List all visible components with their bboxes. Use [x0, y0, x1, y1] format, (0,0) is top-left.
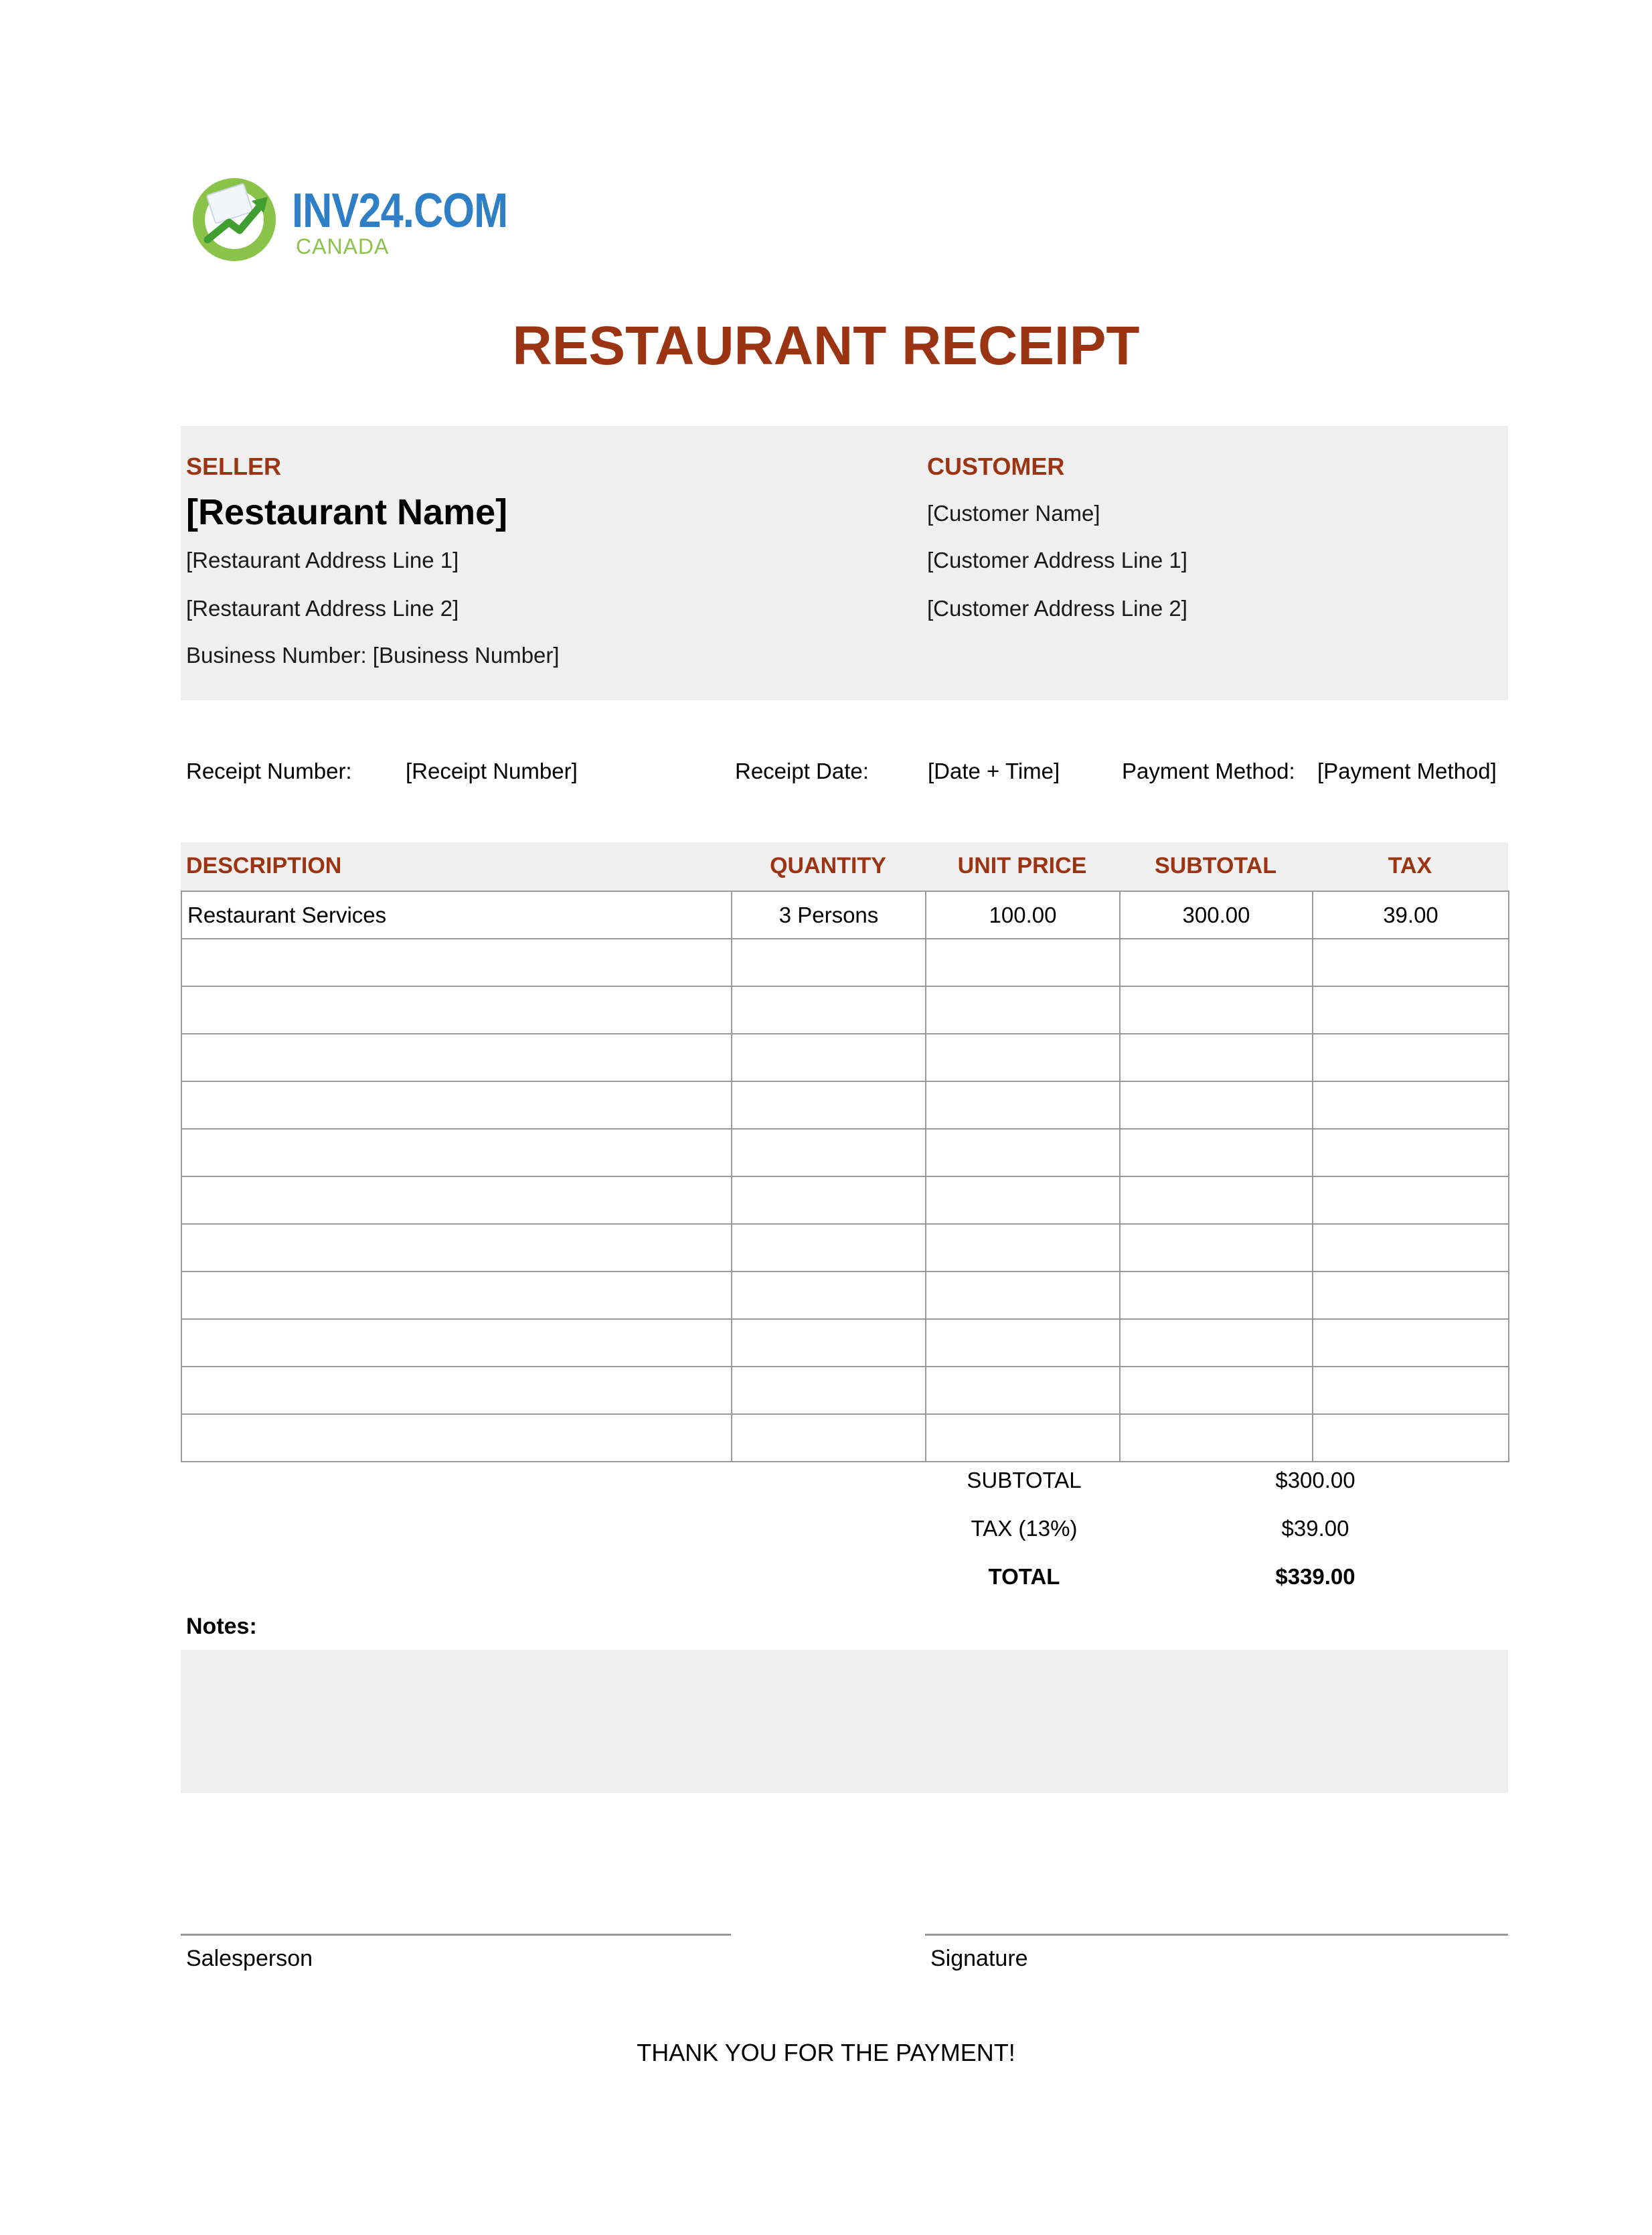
table-row — [181, 1367, 1509, 1414]
tax-label: TAX (13%) — [971, 1516, 1078, 1541]
table-row — [181, 1319, 1509, 1367]
cell-quantity[interactable] — [732, 1319, 926, 1367]
column-header-description: DESCRIPTION — [186, 853, 342, 878]
cell-quantity[interactable] — [732, 1414, 926, 1462]
column-header-quantity: QUANTITY — [770, 853, 886, 878]
customer-address-line-2: [Customer Address Line 2] — [927, 596, 1187, 621]
cell-unit-price[interactable] — [926, 1414, 1120, 1462]
items-table — [181, 891, 1508, 1462]
cell-unit-price[interactable] — [926, 1176, 1120, 1224]
cell-unit-price[interactable] — [926, 1034, 1120, 1081]
cell-subtotal[interactable] — [1120, 1034, 1313, 1081]
seller-business-number: Business Number: [Business Number] — [186, 643, 560, 668]
signature-label: Signature — [930, 1946, 1028, 1971]
cell-description[interactable] — [181, 939, 732, 986]
column-header-unit-price: UNIT PRICE — [957, 853, 1087, 878]
parties-panel — [181, 426, 1508, 700]
notes-label: Notes: — [186, 1614, 257, 1639]
company-logo — [187, 171, 508, 265]
receipt-date-value: [Date + Time] — [928, 759, 1060, 783]
cell-quantity[interactable] — [732, 986, 926, 1034]
cell-tax[interactable] — [1313, 939, 1509, 986]
cell-subtotal[interactable] — [1120, 939, 1313, 986]
cell-tax[interactable] — [1313, 1129, 1509, 1176]
tax-value: $39.00 — [1281, 1516, 1349, 1541]
cell-unit-price[interactable] — [926, 1129, 1120, 1176]
column-header-tax: TAX — [1388, 853, 1432, 878]
cell-description[interactable] — [181, 1367, 732, 1414]
cell-quantity[interactable]: 3 Persons — [732, 891, 926, 939]
subtotal-value: $300.00 — [1275, 1468, 1355, 1492]
cell-subtotal[interactable] — [1120, 1081, 1313, 1129]
receipt-number-label: Receipt Number: — [186, 759, 352, 783]
cell-unit-price[interactable] — [926, 1319, 1120, 1367]
cell-description[interactable] — [181, 1414, 732, 1462]
cell-subtotal[interactable] — [1120, 1271, 1313, 1319]
table-row — [181, 1414, 1509, 1462]
salesperson-signature-line — [181, 1934, 731, 1936]
cell-description[interactable] — [181, 1271, 732, 1319]
receipt-number-value: [Receipt Number] — [406, 759, 578, 783]
cell-description[interactable] — [181, 1224, 732, 1271]
total-label: TOTAL — [988, 1564, 1060, 1589]
cell-quantity[interactable] — [732, 1081, 926, 1129]
cell-quantity[interactable] — [732, 1367, 926, 1414]
table-row — [181, 891, 1509, 939]
cell-subtotal[interactable]: 300.00 — [1120, 891, 1313, 939]
growth-arrow-logo-icon — [187, 171, 281, 265]
cell-subtotal[interactable] — [1120, 986, 1313, 1034]
cell-description[interactable] — [181, 986, 732, 1034]
payment-method-label: Payment Method: — [1122, 759, 1295, 783]
cell-quantity[interactable] — [732, 1034, 926, 1081]
cell-quantity[interactable] — [732, 1271, 926, 1319]
receipt-date-label: Receipt Date: — [735, 759, 869, 783]
salesperson-label: Salesperson — [186, 1946, 313, 1971]
table-row — [181, 939, 1509, 986]
cell-quantity[interactable] — [732, 1129, 926, 1176]
cell-unit-price[interactable] — [926, 939, 1120, 986]
logo-wordmark: INV24.COM — [292, 184, 508, 238]
table-row — [181, 1176, 1509, 1224]
cell-unit-price[interactable] — [926, 986, 1120, 1034]
cell-subtotal[interactable] — [1120, 1224, 1313, 1271]
cell-unit-price[interactable]: 100.00 — [926, 891, 1120, 939]
seller-address-line-2: [Restaurant Address Line 2] — [186, 596, 459, 621]
customer-address-line-1: [Customer Address Line 1] — [927, 548, 1187, 572]
table-row — [181, 1081, 1509, 1129]
table-row — [181, 986, 1509, 1034]
cell-description[interactable] — [181, 1176, 732, 1224]
document-title: RESTAURANT RECEIPT — [512, 315, 1140, 376]
cell-description[interactable] — [181, 1081, 732, 1129]
cell-tax[interactable] — [1313, 1176, 1509, 1224]
cell-unit-price[interactable] — [926, 1224, 1120, 1271]
cell-unit-price[interactable] — [926, 1367, 1120, 1414]
cell-tax[interactable] — [1313, 1271, 1509, 1319]
cell-quantity[interactable] — [732, 1224, 926, 1271]
cell-tax[interactable]: 39.00 — [1313, 891, 1509, 939]
cell-unit-price[interactable] — [926, 1081, 1120, 1129]
cell-tax[interactable] — [1313, 1414, 1509, 1462]
subtotal-label: SUBTOTAL — [967, 1468, 1082, 1492]
seller-name: [Restaurant Name] — [186, 492, 508, 532]
cell-tax[interactable] — [1313, 986, 1509, 1034]
cell-tax[interactable] — [1313, 1319, 1509, 1367]
customer-signature-line — [925, 1934, 1508, 1936]
items-table-header — [181, 842, 1508, 891]
cell-subtotal[interactable] — [1120, 1129, 1313, 1176]
cell-quantity[interactable] — [732, 939, 926, 986]
total-value: $339.00 — [1275, 1564, 1355, 1589]
cell-tax[interactable] — [1313, 1224, 1509, 1271]
customer-label: CUSTOMER — [927, 453, 1065, 480]
logo-region: CANADA — [296, 234, 390, 258]
cell-subtotal[interactable] — [1120, 1319, 1313, 1367]
customer-name: [Customer Name] — [927, 501, 1100, 526]
table-row — [181, 1129, 1509, 1176]
seller-address-line-1: [Restaurant Address Line 1] — [186, 548, 459, 572]
cell-quantity[interactable] — [732, 1176, 926, 1224]
column-header-subtotal: SUBTOTAL — [1155, 853, 1276, 878]
cell-description[interactable] — [181, 1319, 732, 1367]
cell-description[interactable] — [181, 1129, 732, 1176]
cell-tax[interactable] — [1313, 1367, 1509, 1414]
cell-subtotal[interactable] — [1120, 1414, 1313, 1462]
seller-label: SELLER — [186, 453, 282, 480]
notes-field[interactable] — [181, 1650, 1508, 1793]
table-row — [181, 1034, 1509, 1081]
cell-description[interactable] — [181, 1034, 732, 1081]
cell-unit-price[interactable] — [926, 1271, 1120, 1319]
cell-subtotal[interactable] — [1120, 1367, 1313, 1414]
cell-tax[interactable] — [1313, 1081, 1509, 1129]
thank-you-message: THANK YOU FOR THE PAYMENT! — [637, 2039, 1015, 2066]
table-row — [181, 1224, 1509, 1271]
cell-subtotal[interactable] — [1120, 1176, 1313, 1224]
payment-method-value: [Payment Method] — [1317, 759, 1497, 783]
cell-description[interactable]: Restaurant Services — [181, 891, 732, 939]
cell-tax[interactable] — [1313, 1034, 1509, 1081]
table-row — [181, 1271, 1509, 1319]
